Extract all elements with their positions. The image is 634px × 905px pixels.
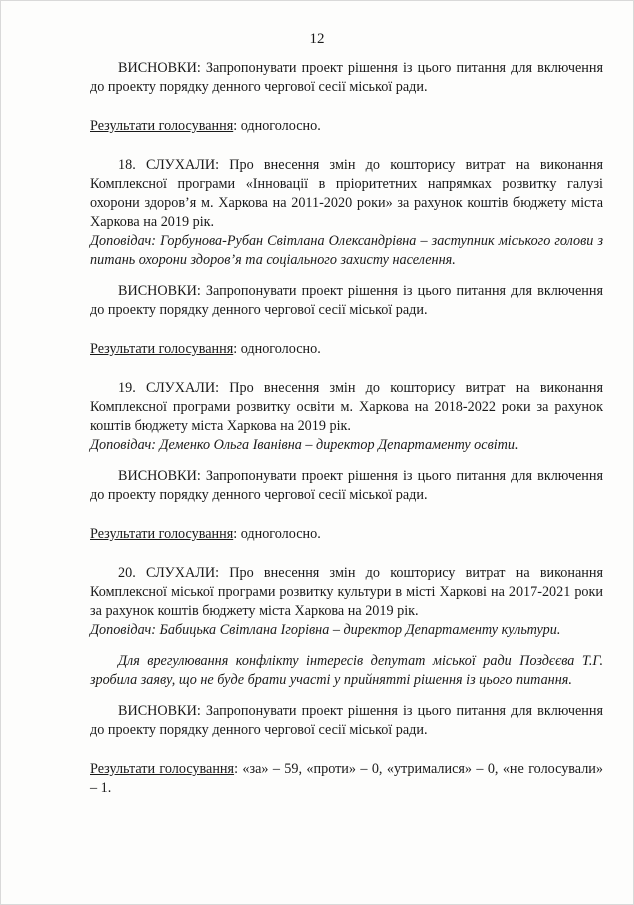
- vote-label: Результати голосування: [90, 526, 234, 542]
- conclusion-label: ВИСНОВКИ:: [118, 283, 201, 299]
- conclusion-text: Запропонувати проект рішення із цього питання для включення до проекту порядку денного чергової сесії міської ради.: [90, 468, 603, 503]
- heard-item-19: 19. СЛУХАЛИ: Про внесення змін до кошторису витрат на виконання Комплексної програми розвитку освіти м. Харкова на 2018-2022 роки за рахунок коштів бюджету міста Харкова на 2019 рік.: [90, 380, 603, 434]
- conclusion-text: Запропонувати проект рішення із цього питання для включення до проекту порядку денного чергової сесії міської ради.: [90, 283, 603, 318]
- vote-text: : одноголосно.: [233, 526, 321, 542]
- conclusion-paragraph: [90, 59, 603, 97]
- heard-item-20: 20. СЛУХАЛИ: Про внесення змін до кошторису витрат на виконання Комплексної міської програми розвитку культури в місті Харкові на 2017-2021 роки за рахунок коштів бюджету міста Харкова на 2019 рік.: [90, 565, 603, 619]
- vote-result: [90, 760, 603, 798]
- conclusion-label: ВИСНОВКИ:: [118, 703, 201, 719]
- conclusion-paragraph: [90, 467, 603, 505]
- page-number: 12: [309, 31, 325, 47]
- vote-text: : одноголосно.: [233, 341, 321, 357]
- vote-text: : одноголосно.: [233, 118, 321, 134]
- document-body: [90, 59, 603, 798]
- vote-result: [90, 117, 603, 136]
- conclusion-paragraph: [90, 702, 603, 740]
- vote-result: [90, 525, 603, 544]
- conclusion-label: ВИСНОВКИ:: [118, 60, 201, 76]
- speaker-item-20: Доповідач: Бабицька Світлана Ігорівна – директор Департаменту культури.: [90, 622, 561, 638]
- conclusion-text: Запропонувати проект рішення із цього питання для включення до проекту порядку денного чергової сесії міської ради.: [90, 703, 603, 738]
- conclusion-paragraph: [90, 282, 603, 320]
- conclusion-text: Запропонувати проект рішення із цього питання для включення до проекту порядку денного чергової сесії міської ради.: [90, 60, 603, 95]
- heard-item-18: 18. СЛУХАЛИ: Про внесення змін до кошторису витрат на виконання Комплексної програми «Інновації в пріоритетних напрямках розвитку галузі охорони здоров’я м. Харкова на 2011-2020 роки» за рахунок коштів бюджету міста Харкова на 2019 рік.: [90, 157, 603, 230]
- conflict-of-interest-note: Для врегулювання конфлікту інтересів депутат міської ради Поздєєва Т.Г. зробила заяву, що не буде брати участі у прийнятті рішення із цього питання.: [90, 653, 603, 688]
- vote-label: Результати голосування: [90, 341, 234, 357]
- vote-label: Результати голосування: [90, 761, 235, 777]
- vote-label: Результати голосування: [90, 118, 234, 134]
- vote-result: [90, 340, 603, 359]
- conclusion-label: ВИСНОВКИ:: [118, 468, 201, 484]
- speaker-item-19: Доповідач: Деменко Ольга Іванівна – директор Департаменту освіти.: [90, 437, 519, 453]
- speaker-item-18: Доповідач: Горбунова-Рубан Світлана Олександрівна – заступник міського голови з питань охорони здоров’я та соціального захисту населення.: [90, 233, 603, 268]
- vote-text: : «за» – 59, «проти» – 0, «утрималися» – 0, «не голосували» – 1.: [90, 761, 603, 796]
